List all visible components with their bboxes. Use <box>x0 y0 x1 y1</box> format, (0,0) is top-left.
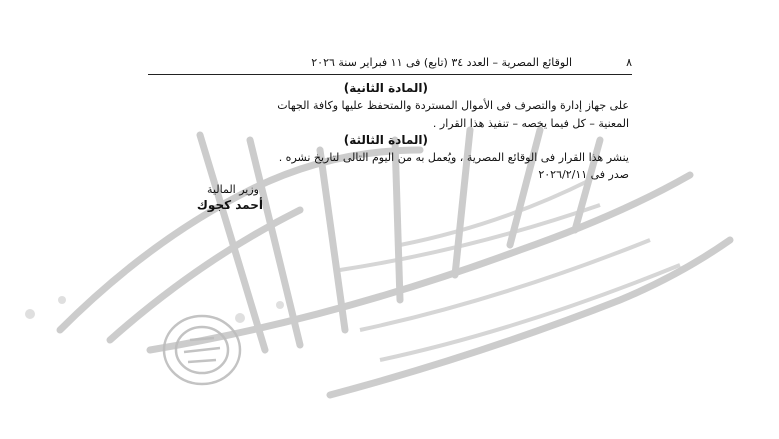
article-two-line-2: المعنية – كل فيما يخصه – تنفيذ هذا القرار . <box>432 117 629 130</box>
article-three-line-1: ينشر هذا القرار فى الوقائع المصرية ، ويُعمل به من اليوم التالى لتاريخ نشره . <box>278 151 629 164</box>
signatory-title: وزير المالية <box>207 183 259 196</box>
article-three-heading: (المادة الثالثة) <box>343 133 428 147</box>
signatory-name: أحمد كجوك <box>196 198 263 212</box>
gazette-header-title: الوقائع المصرية – العدد ٣٤ (تابع) فى ١١ فبراير سنة ٢٠٢٦ <box>311 56 572 69</box>
page-header <box>148 56 632 74</box>
page-number: ٨ <box>626 56 632 69</box>
header-divider <box>148 74 632 75</box>
issue-date: صدر فى ٢٠٢٦/٢/١١ <box>538 168 629 181</box>
article-two-heading: (المادة الثانية) <box>343 81 428 95</box>
article-two-line-1: على جهاز إدارة والتصرف فى الأموال المستردة والمتحفظ عليها وكافة الجهات <box>277 99 629 112</box>
